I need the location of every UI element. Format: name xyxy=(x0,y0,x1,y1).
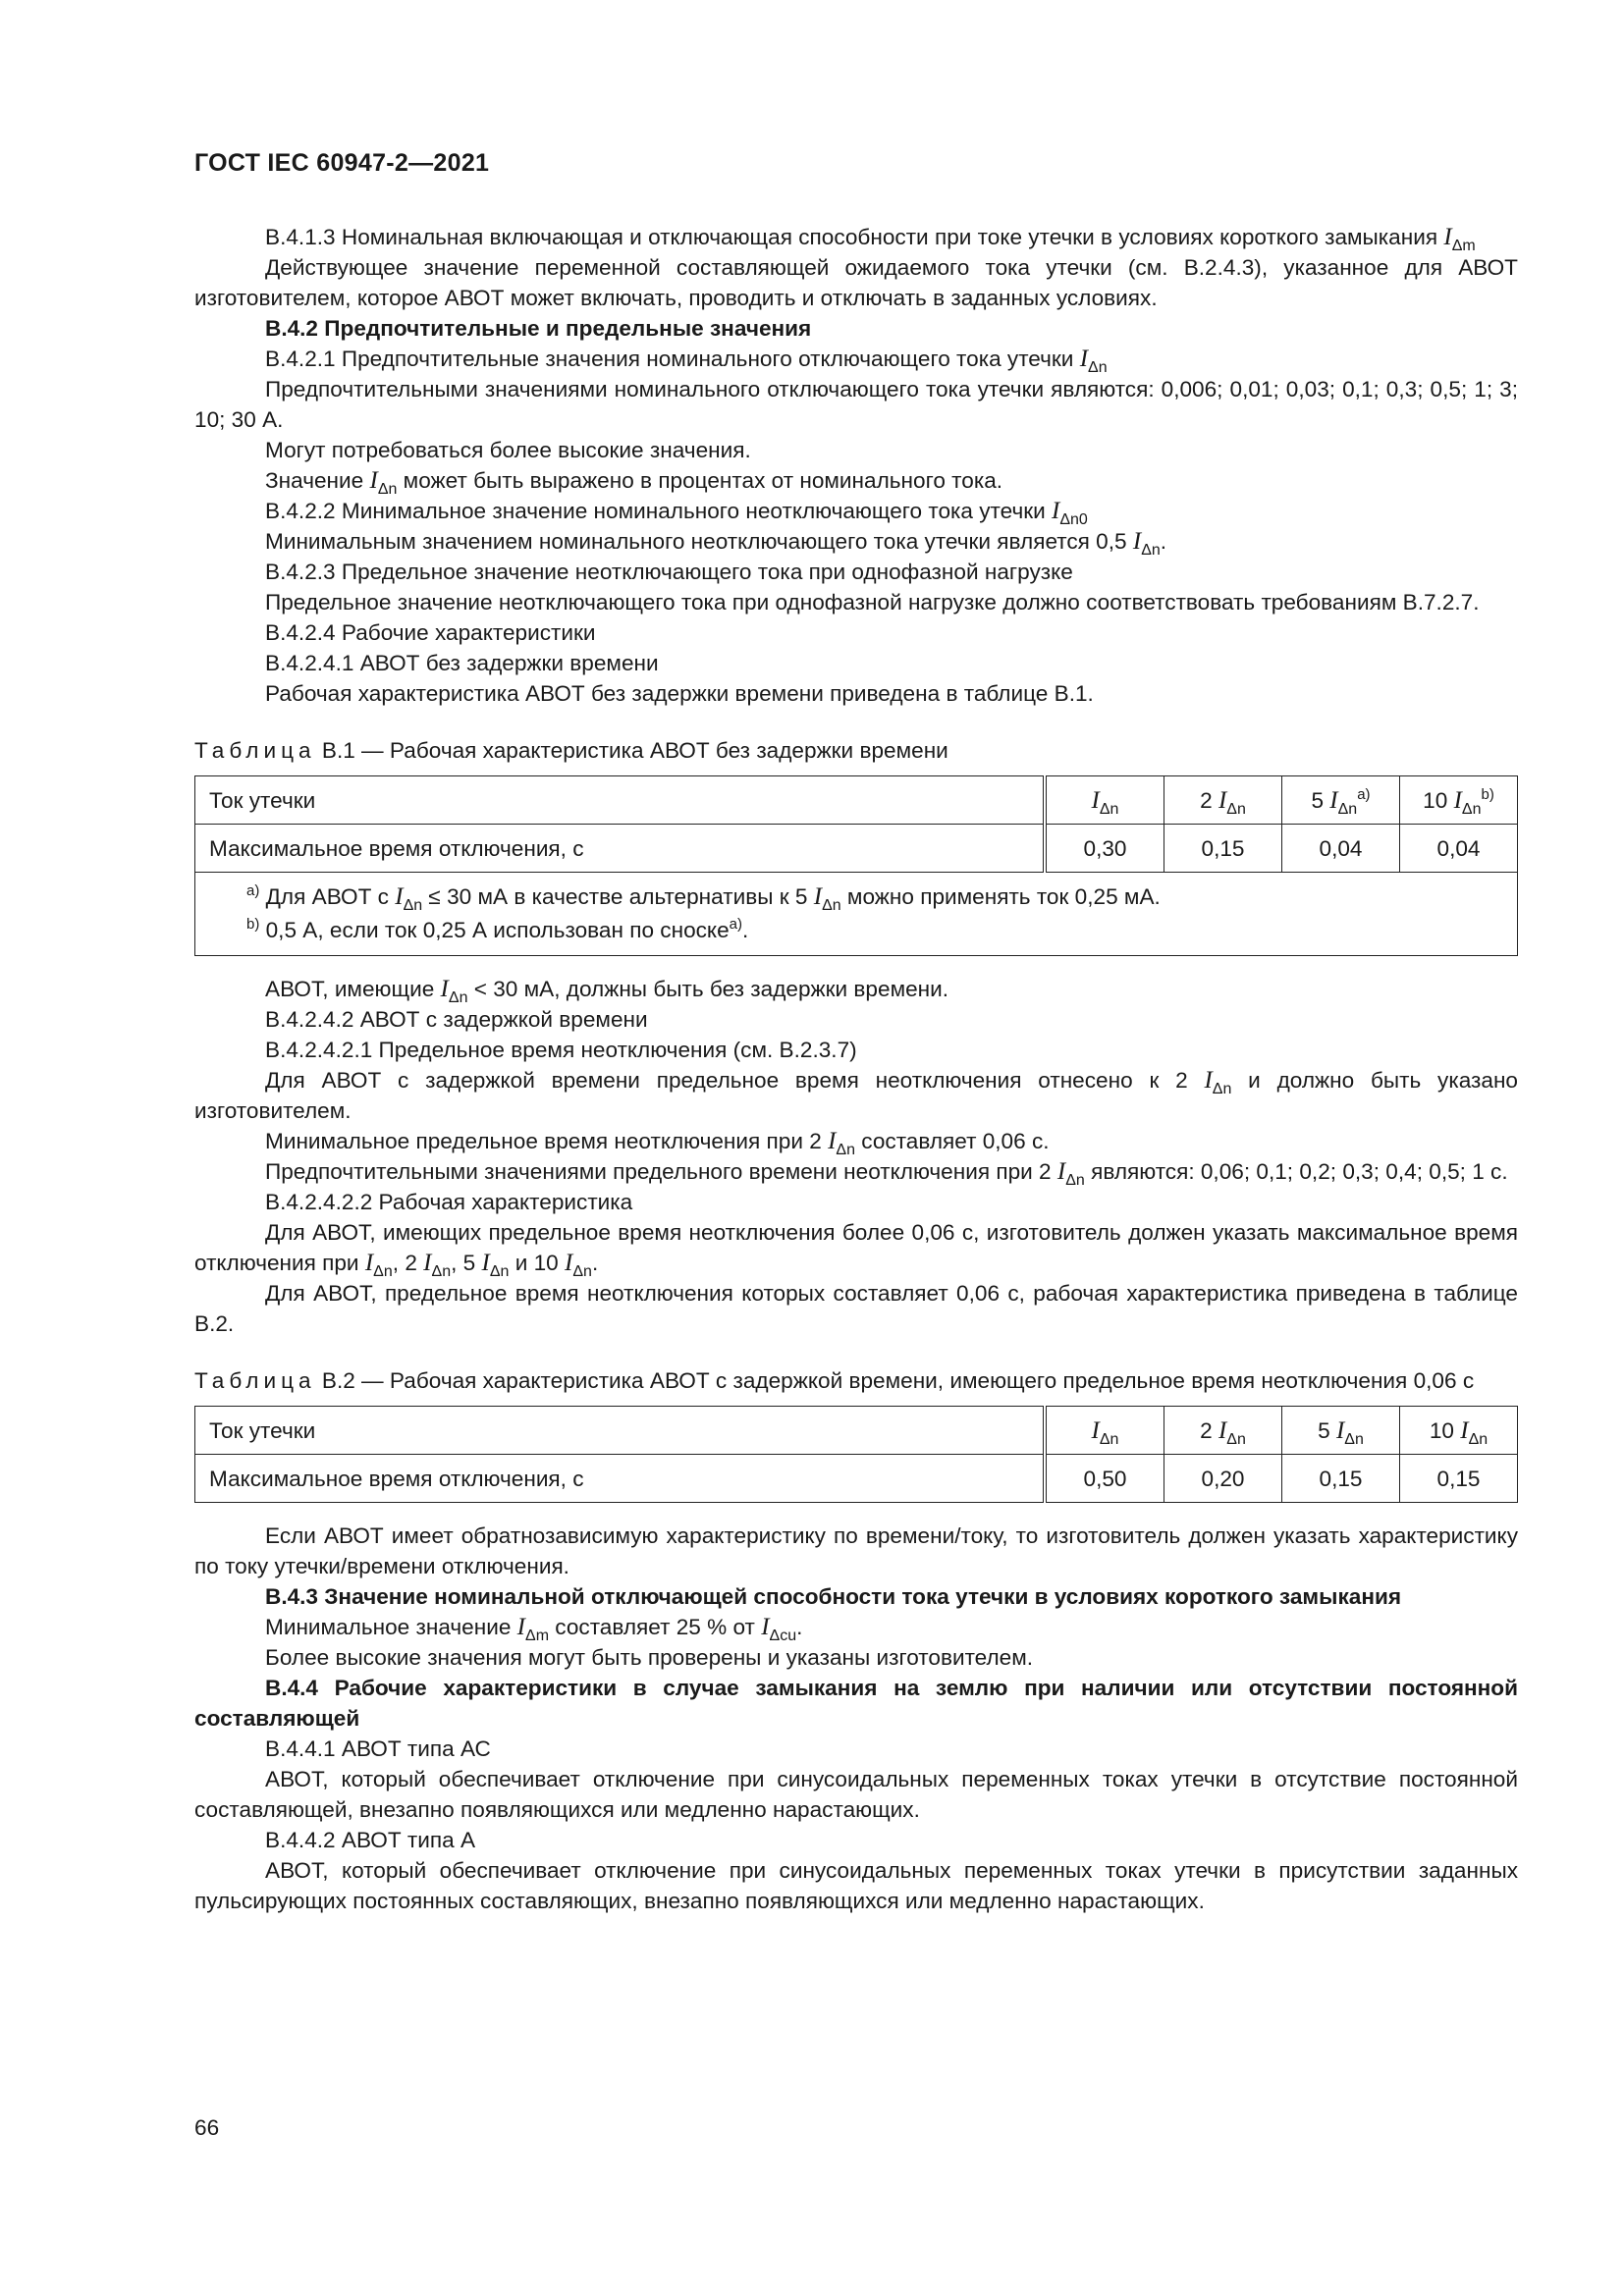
paragraph-b4242-title: В.4.2.4.2 АВОТ с задержкой времени xyxy=(265,1007,648,1032)
table1-value-cell: 0,04 xyxy=(1400,825,1518,873)
table2-row-label-time: Максимальное время отключения, с xyxy=(195,1455,1046,1503)
table2-row-label-current: Ток утечки xyxy=(195,1407,1046,1455)
paragraph-higher-values: Могут потребоваться более высокие значения. xyxy=(265,438,751,462)
paragraph-b413-title: В.4.1.3 Номинальная включающая и отключающая способности при токе утечки в условиях короткого замыкания $I_{\Delta m}$ xyxy=(265,224,1476,254)
paragraph-preferred-limit-time: Предпочтительными значениями предельного времени неотключения при 2 $I_{\Delta n}$ являются: 0,06; 0,1; 0,2; 0,3; 0,4; 0,5; 1 с. xyxy=(265,1158,1508,1189)
paragraph-b43-higher: Более высокие значения могут быть проверены и указаны изготовителем. xyxy=(265,1645,1034,1670)
table-b2 xyxy=(194,1406,1518,1503)
table1-row-label-current: Ток утечки xyxy=(195,776,1046,825)
paragraph-b42421-title: В.4.2.4.2.1 Предельное время неотключения (см. В.2.3.7) xyxy=(265,1038,857,1062)
table2-col-i: $I_{\Delta n}$ xyxy=(1045,1407,1164,1455)
paragraph-table2-ref: Для АВОТ, предельное время неотключения которых составляет 0,06 с, рабочая характеристика приведена в таблице В.2. xyxy=(194,1281,1518,1336)
paragraph-b42422-title: В.4.2.4.2.2 Рабочая характеристика xyxy=(265,1190,633,1214)
table2-value-cell: 0,15 xyxy=(1282,1455,1400,1503)
page-number: 66 xyxy=(194,2115,220,2140)
paragraph-b4241-body: Рабочая характеристика АВОТ без задержки времени приведена в таблице В.1. xyxy=(265,681,1094,706)
paragraph-b413-body: Действующее значение переменной составляющей ожидаемого тока утечки (см. В.2.4.3), указанное для АВОТ изготовителем, которое АВОТ может включать, проводить и отключать в заданных условиях. xyxy=(194,255,1518,310)
table1-notes-row xyxy=(195,873,1518,956)
section-title-b44: В.4.4 Рабочие характеристики в случае замыкания на землю при наличии или отсутствии постоянной составляющей xyxy=(194,1676,1518,1731)
table1-col-i: $I_{\Delta n}$ xyxy=(1045,776,1164,825)
table1-col-2i: 2 $I_{\Delta n}$ xyxy=(1164,776,1282,825)
table2-col-5i: 5 $I_{\Delta n}$ xyxy=(1282,1407,1400,1455)
table1-value-cell: 0,30 xyxy=(1045,825,1164,873)
paragraph-b423-title: В.4.2.3 Предельное значение неотключающего тока при однофазной нагрузке xyxy=(265,560,1073,584)
table1-caption: Таблица В.1 — Рабочая характеристика АВОТ без задержки времени xyxy=(194,738,948,763)
paragraph-no-delay-note: АВОТ, имеющие $I_{\Delta n} < 30$ мА, должны быть без задержки времени. xyxy=(265,976,949,1006)
table1-value-row xyxy=(195,825,1518,873)
table1-header-row xyxy=(195,776,1518,825)
table2-caption: Таблица В.2 — Рабочая характеристика АВОТ с задержкой времени, имеющего предельное время неотключения 0,06 с xyxy=(194,1368,1475,1393)
paragraph-b423-body: Предельное значение неотключающего тока при однофазной нагрузке должно соответствовать требованиям В.7.2.7. xyxy=(265,590,1480,614)
table1-col-5i: 5 $I_{\Delta n}^{a)}$ xyxy=(1282,776,1400,825)
table1-note-b: $^{b)}$ 0,5 А, если ток 0,25 А использован по сноске$^{a)}$. xyxy=(246,916,749,942)
table2-value-cell: 0,50 xyxy=(1045,1455,1164,1503)
document-header: ГОСТ IEC 60947-2—2021 xyxy=(194,149,490,177)
paragraph-b424-title: В.4.2.4 Рабочие характеристики xyxy=(265,620,596,645)
paragraph-b421-body: Предпочтительными значениями номинального отключающего тока утечки являются: 0,006; 0,01; 0,03; 0,1; 0,3; 0,5; 1; 3; 10; 30 А. xyxy=(194,377,1518,432)
page-content xyxy=(194,222,1518,1916)
paragraph-b442-title: В.4.4.2 АВОТ типа А xyxy=(265,1828,476,1852)
paragraph-max-break-time: Для АВОТ, имеющих предельное время неотключения более 0,06 с, изготовитель должен указать максимальное время отключения при $I_{\Delta n}$, 2 $I_{\Delta n}$, 5 $I_{\Delta n}$ и 10 $I_{\Delta n}$. xyxy=(194,1220,1518,1280)
table1-notes xyxy=(195,873,1518,956)
paragraph-b442-body: АВОТ, который обеспечивает отключение при синусоидальных переменных токах утечки в присутствии заданных пульсирующих постоянных составляющих, внезапно появляющихся или медленно нарастающих. xyxy=(194,1858,1518,1913)
section-title-b42: В.4.2 Предпочтительные и предельные значения xyxy=(265,316,812,341)
table1-value-cell: 0,04 xyxy=(1282,825,1400,873)
paragraph-b422-body: Минимальным значением номинального неотключающего тока утечки является 0,5 $I_{\Delta n}$. xyxy=(265,528,1167,559)
table2-header-row xyxy=(195,1407,1518,1455)
paragraph-limit-time: Для АВОТ с задержкой времени предельное время неотключения отнесено к 2 $I_{\Delta n}$ и должно быть указано изготовителем. xyxy=(194,1067,1518,1123)
paragraph-b4241-title: В.4.2.4.1 АВОТ без задержки времени xyxy=(265,651,659,675)
table2-col-10i: 10 $I_{\Delta n}$ xyxy=(1400,1407,1518,1455)
table1-row-label-time: Максимальное время отключения, с xyxy=(195,825,1046,873)
table-b1 xyxy=(194,775,1518,956)
table1-col-10i: 10 $I_{\Delta n}^{b)}$ xyxy=(1400,776,1518,825)
paragraph-value-percent: Значение $I_{\Delta n}$ может быть выражено в процентах от номинального тока. xyxy=(265,467,1003,498)
section-after-table2 xyxy=(194,1521,1518,1916)
table2-col-2i: 2 $I_{\Delta n}$ xyxy=(1164,1407,1282,1455)
paragraph-b441-title: В.4.4.1 АВОТ типа АС xyxy=(265,1736,491,1761)
table2-value-cell: 0,20 xyxy=(1164,1455,1282,1503)
paragraph-b43-min-value: Минимальное значение $I_{\Delta m}$ составляет 25 % от $I_{\Delta cu}$. xyxy=(265,1614,803,1644)
table1-value-cell: 0,15 xyxy=(1164,825,1282,873)
paragraph-b421-title: В.4.2.1 Предпочтительные значения номинального отключающего тока утечки $I_{\Delta n}$ xyxy=(265,346,1108,376)
section-title-b43: В.4.3 Значение номинальной отключающей способности тока утечки в условиях короткого замыкания xyxy=(265,1584,1402,1609)
paragraph-b441-body: АВОТ, который обеспечивает отключение при синусоидальных переменных токах утечки в отсутствие постоянной составляющей, внезапно появляющихся или медленно нарастающих. xyxy=(194,1767,1518,1822)
paragraph-b422-title: В.4.2.2 Минимальное значение номинального неотключающего тока утечки $I_{\Delta n0}$ xyxy=(265,498,1088,528)
table2-value-cell: 0,15 xyxy=(1400,1455,1518,1503)
table2-value-row xyxy=(195,1455,1518,1503)
paragraph-min-limit-time: Минимальное предельное время неотключения при 2 $I_{\Delta n}$ составляет 0,06 с. xyxy=(265,1128,1050,1158)
section-after-table1 xyxy=(194,974,1518,1339)
table1-note-a: $^{a)}$ Для АВОТ с $I_{\Delta n} \le 30$ мА в качестве альтернативы к 5 $I_{\Delta n}$ можно применять ток 0,25 мА. xyxy=(246,882,1161,914)
paragraph-inverse-characteristic: Если АВОТ имеет обратнозависимую характеристику по времени/току, то изготовитель должен указать характеристику по току утечки/времени отключения. xyxy=(194,1523,1518,1578)
